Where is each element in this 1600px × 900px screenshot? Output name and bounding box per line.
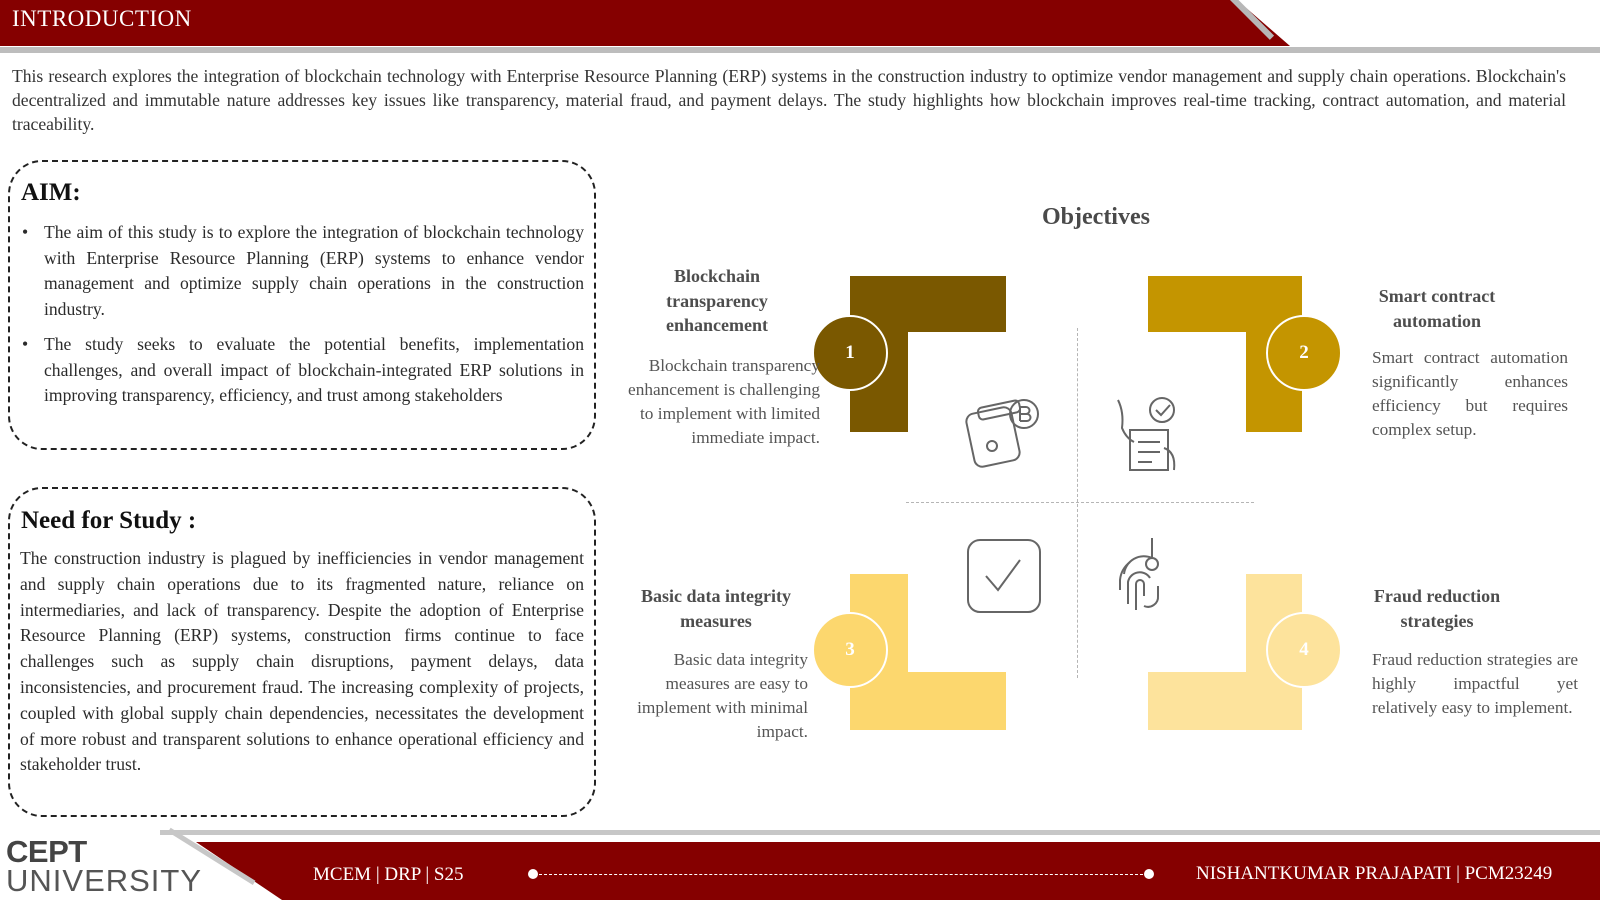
quadrant-divider-horizontal: [906, 502, 1254, 503]
university-logo-bottom: UNIVERSITY: [6, 863, 203, 898]
need-text: The construction industry is plagued by inefficiencies in vendor management and supply chain operations due to its fragmented nature, reliance on intermediaries, and lack of transparency. Despite the adoption of Enterprise Resource Planning (ERP) systems, construction firms continue to face challenges such as supply chain disruptions, payment delays, data inconsistencies, and procurement fraud. The increasing complexity of projects, coupled with global supply chain dependencies, necessitates the development of more robust and transparent solutions to enhance operational efficiency and stakeholder trust.: [20, 548, 584, 775]
footer-dashed-line: [534, 874, 1148, 875]
header-banner: [0, 0, 1290, 46]
quadrant-3-heading: Basic data integrity measures: [641, 586, 791, 631]
quadrant-2-heading: Smart contract automation: [1378, 286, 1496, 331]
footer-author: NISHANTKUMAR PRAJAPATI | PCM23249: [1196, 863, 1553, 884]
quadrant-3-text: Basic data integrity measures are easy to implement with minimal impact.: [637, 650, 808, 741]
fingerprint-icon: [1112, 534, 1192, 618]
intro-paragraph: This research explores the integration of blockchain technology with Enterprise Resource Planning (ERP) systems in the construction industry to optimize vendor management and supply chain operations. Blockchain's decentralized and immutable nature addresses key issues like transparency, material fraud, and payment delays. The study highlights how blockchain improves real-time tracking, contract automation, and material traceability.: [12, 66, 1566, 134]
checkmark-box-icon: [962, 536, 1046, 620]
wallet-bitcoin-icon: [962, 390, 1046, 474]
footer-line-end-dot: [1144, 869, 1154, 879]
objective-number-1: 1: [812, 315, 888, 391]
document-checklist-hand-icon: [1108, 392, 1192, 476]
footer-course-code: MCEM | DRP | S25: [313, 864, 464, 885]
bullet: •: [22, 222, 29, 242]
quadrant-2-text: Smart contract automation significantly enhances efficiency but requires complex setup.: [1372, 348, 1568, 439]
aim-title: AIM:: [21, 179, 81, 206]
need-title: Need for Study :: [21, 507, 197, 534]
header-rule: [0, 47, 1600, 53]
quadrant-4-text: Fraud reduction strategies are highly impactful yet relatively easy to implement.: [1372, 650, 1578, 717]
objective-number-4: 4: [1266, 612, 1342, 688]
quadrant-4-heading: Fraud reduction strategies: [1373, 586, 1501, 631]
quadrant-divider-vertical: [1077, 328, 1078, 678]
quadrant-1-text: Blockchain transparency enhancement is challenging to implement with limited immediate impact.: [628, 356, 820, 447]
aim-item: • The aim of this study is to explore the integration of blockchain technology with Enterprise Resource Planning (ERP) systems to enhance vendor management and optimize supply chain operations in the construction industry.: [22, 222, 584, 319]
objectives-title: Objectives: [1042, 204, 1150, 230]
objective-number-3: 3: [812, 612, 888, 688]
aim-list: [22, 220, 584, 419]
page-title: INTRODUCTION: [12, 6, 192, 31]
bullet: •: [22, 334, 29, 354]
footer-rule: [160, 830, 1600, 835]
university-logo-top: CEPT: [6, 834, 87, 869]
quadrant-1-heading: Blockchain transparency enhancement: [666, 266, 768, 335]
aim-box: [8, 160, 596, 450]
need-box: [8, 487, 596, 817]
objective-number-2: 2: [1266, 315, 1342, 391]
aim-item: • The study seeks to evaluate the potential benefits, implementation challenges, and overall impact of blockchain-integrated ERP solutions in improving transparency, efficiency, and trust among stakeholders: [22, 334, 584, 405]
